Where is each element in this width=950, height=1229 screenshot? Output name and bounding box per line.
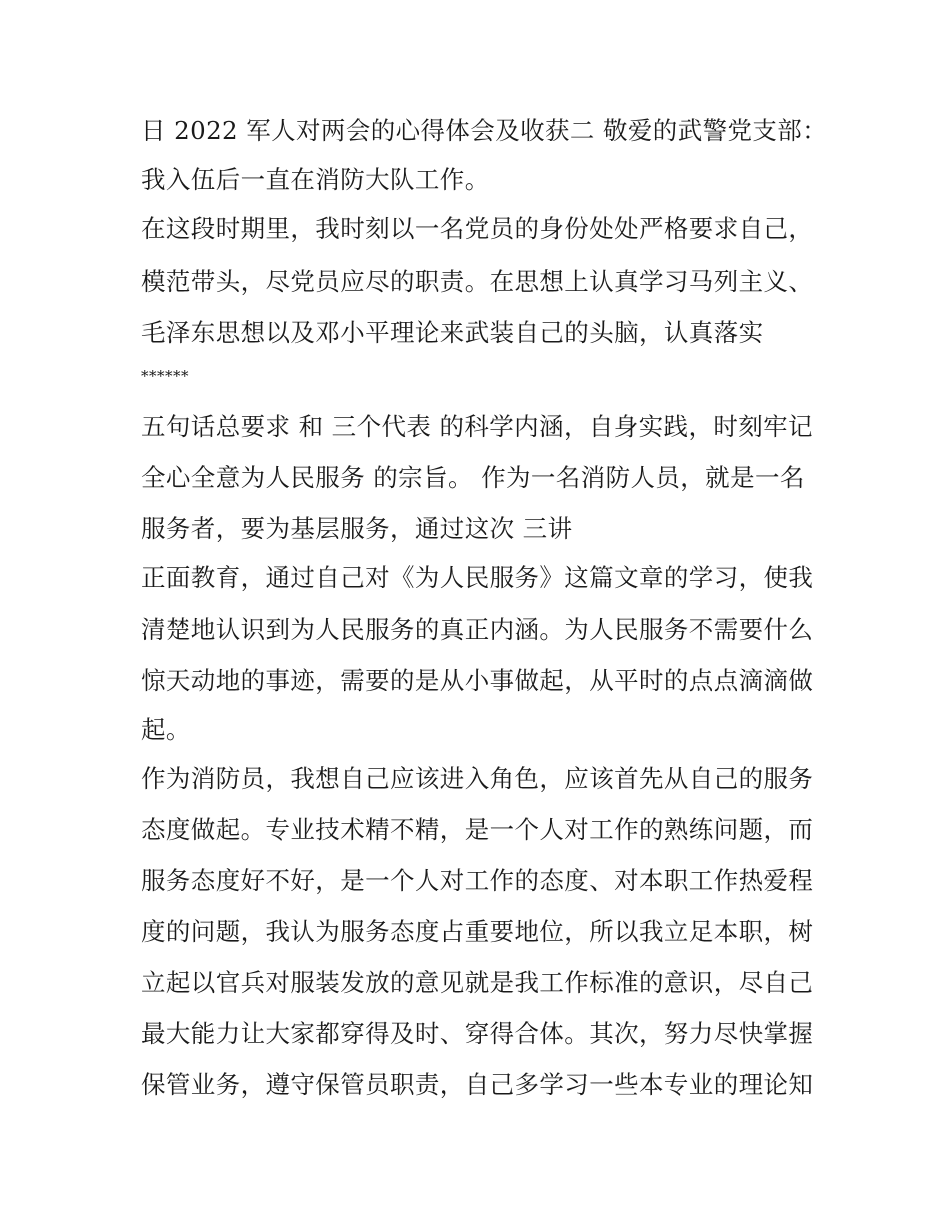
text-line-10: 清楚地认识到为人民服务的真正内涵。为人民服务不需要什么 [141,615,814,644]
text-line-14: 态度做起。专业技术精不精，是一个人对工作的熟练问题，而 [141,815,814,844]
redacted-marker: ****** [141,367,189,385]
text-line-18: 最大能力让大家都穿得及时、穿得合体。其次，努力尽快掌握 [141,1019,814,1048]
text-line-9: 正面教育，通过自己对《为人民服务》这篇文章的学习，使我 [141,563,814,592]
text-line-7: 全心全意为人民服务 的宗旨。 作为一名消防人员，就是一名 [141,463,805,492]
text-line-3: 在这段时期里，我时刻以一名党员的身份处处严格要求自己， [141,214,814,243]
text-line-16: 度的问题，我认为服务态度占重要地位，所以我立足本职，树 [141,917,814,946]
text-line-19: 保管业务，遵守保管员职责，自己多学习一些本专业的理论知 [141,1070,814,1099]
text-line-17: 立起以官兵对服装发放的意见就是我工作标准的意识，尽自己 [141,968,814,997]
text-line-4: 模范带头，尽党员应尽的职责。在思想上认真学习马列主义、 [141,267,814,296]
text-line-8: 服务者，要为基层服务，通过这次 三讲 [141,514,573,543]
text-line-13: 作为消防员，我想自己应该进入角色，应该首先从自己的服务 [141,764,814,793]
text-line-2: 我入伍后一直在消防大队工作。 [141,165,490,194]
text-line-5: 毛泽东思想以及邓小平理论来武装自己的头脑，认真落实 [141,318,764,347]
text-line-6: 五句话总要求 和 三个代表 的科学内涵，自身实践，时刻牢记 [141,412,813,441]
text-line-12: 起。 [141,715,191,744]
text-line-1: 日 2022 军人对两会的心得体会及收获二 敬爱的武警党支部： [141,116,828,145]
text-line-15: 服务态度好不好，是一个人对工作的态度、对本职工作热爱程 [141,866,814,895]
text-line-11: 惊天动地的事迹，需要的是从小事做起，从平时的点点滴滴做 [141,666,814,695]
